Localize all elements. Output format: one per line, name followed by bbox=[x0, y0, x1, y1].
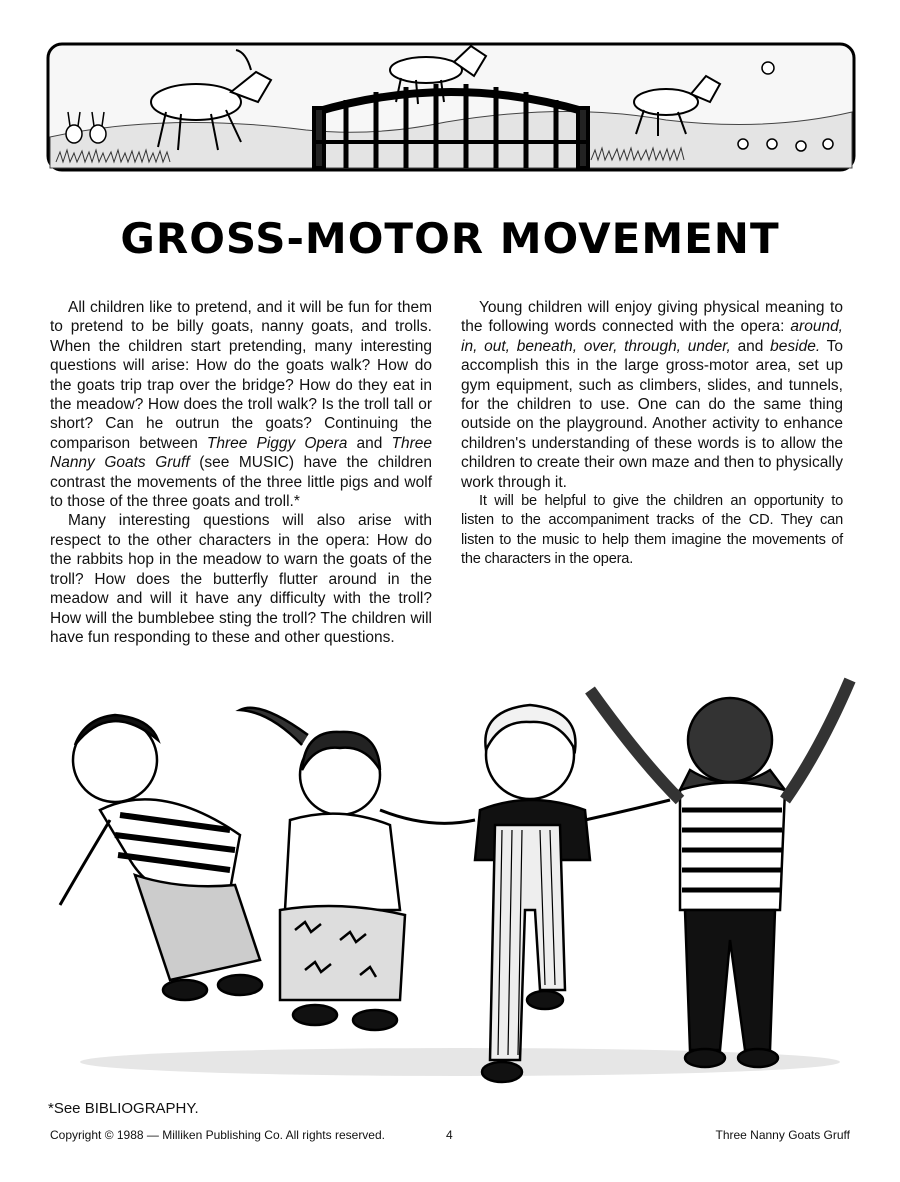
right-column bbox=[461, 298, 843, 570]
page-number: 4 bbox=[446, 1128, 453, 1142]
right-paragraph-1: Young children will enjoy giving physical meaning to the following words connected with the opera: around, in, out, beneath, over, through, under, and beside. To accomplish this in the large gross-motor area, set up gym equipment, such as climbers, slides, and tunnels, for the children to use. One can do the same thing outside on the playground. Another activity to enhance children's understanding of these words is to allow the children to create their own maze and then to physically work through it. bbox=[461, 299, 843, 491]
footnote: *See BIBLIOGRAPHY. bbox=[48, 1100, 199, 1117]
left-paragraph-2: Many interesting questions will also arise with respect to the other characters in the opera: How do the rabbits hop in the meadow to warn the goats of the troll? How does the butterfly flutter around in the meadow and will it have any difficulty with the troll? How will the bumblebee sting the troll? The children will have fun responding to these and other questions. bbox=[50, 512, 432, 646]
left-column bbox=[50, 298, 432, 647]
child-overalls-icon bbox=[380, 705, 670, 1082]
goats-bridge-banner bbox=[46, 42, 856, 172]
child-arms-up-icon bbox=[590, 680, 850, 1067]
right-paragraph-2: It will be helpful to give the children an opportunity to listen to the accompaniment tracks of the CD. They can listen to the music to help them imagine the movements of the characters in the opera. bbox=[461, 493, 843, 568]
children-illustration bbox=[40, 660, 870, 1110]
page-title: GROSS-MOTOR MOVEMENT bbox=[120, 214, 780, 263]
child-hopping-icon bbox=[240, 708, 405, 1030]
copyright-notice: Copyright © 1988 — Milliken Publishing Co. All rights reserved. bbox=[50, 1128, 385, 1142]
left-paragraph-1: All children like to pretend, and it will be fun for them to pretend to be billy goats, nanny goats, and trolls. When the children start pretending, many interesting questions will arise: How do the goats walk? How do the goats trip trap over the bridge? How do they eat in the meadow? How does the troll walk? Is the troll tall or short? Can he outrun the goats? Continuing the comparison between Three Piggy Opera and Three Nanny Goats Gruff (see MUSIC) have the children contrast the movements of the three little pigs and wolf to those of the three goats and troll.* bbox=[50, 299, 432, 511]
child-crouching-icon bbox=[60, 715, 262, 1000]
book-title: Three Nanny Goats Gruff bbox=[715, 1128, 850, 1142]
